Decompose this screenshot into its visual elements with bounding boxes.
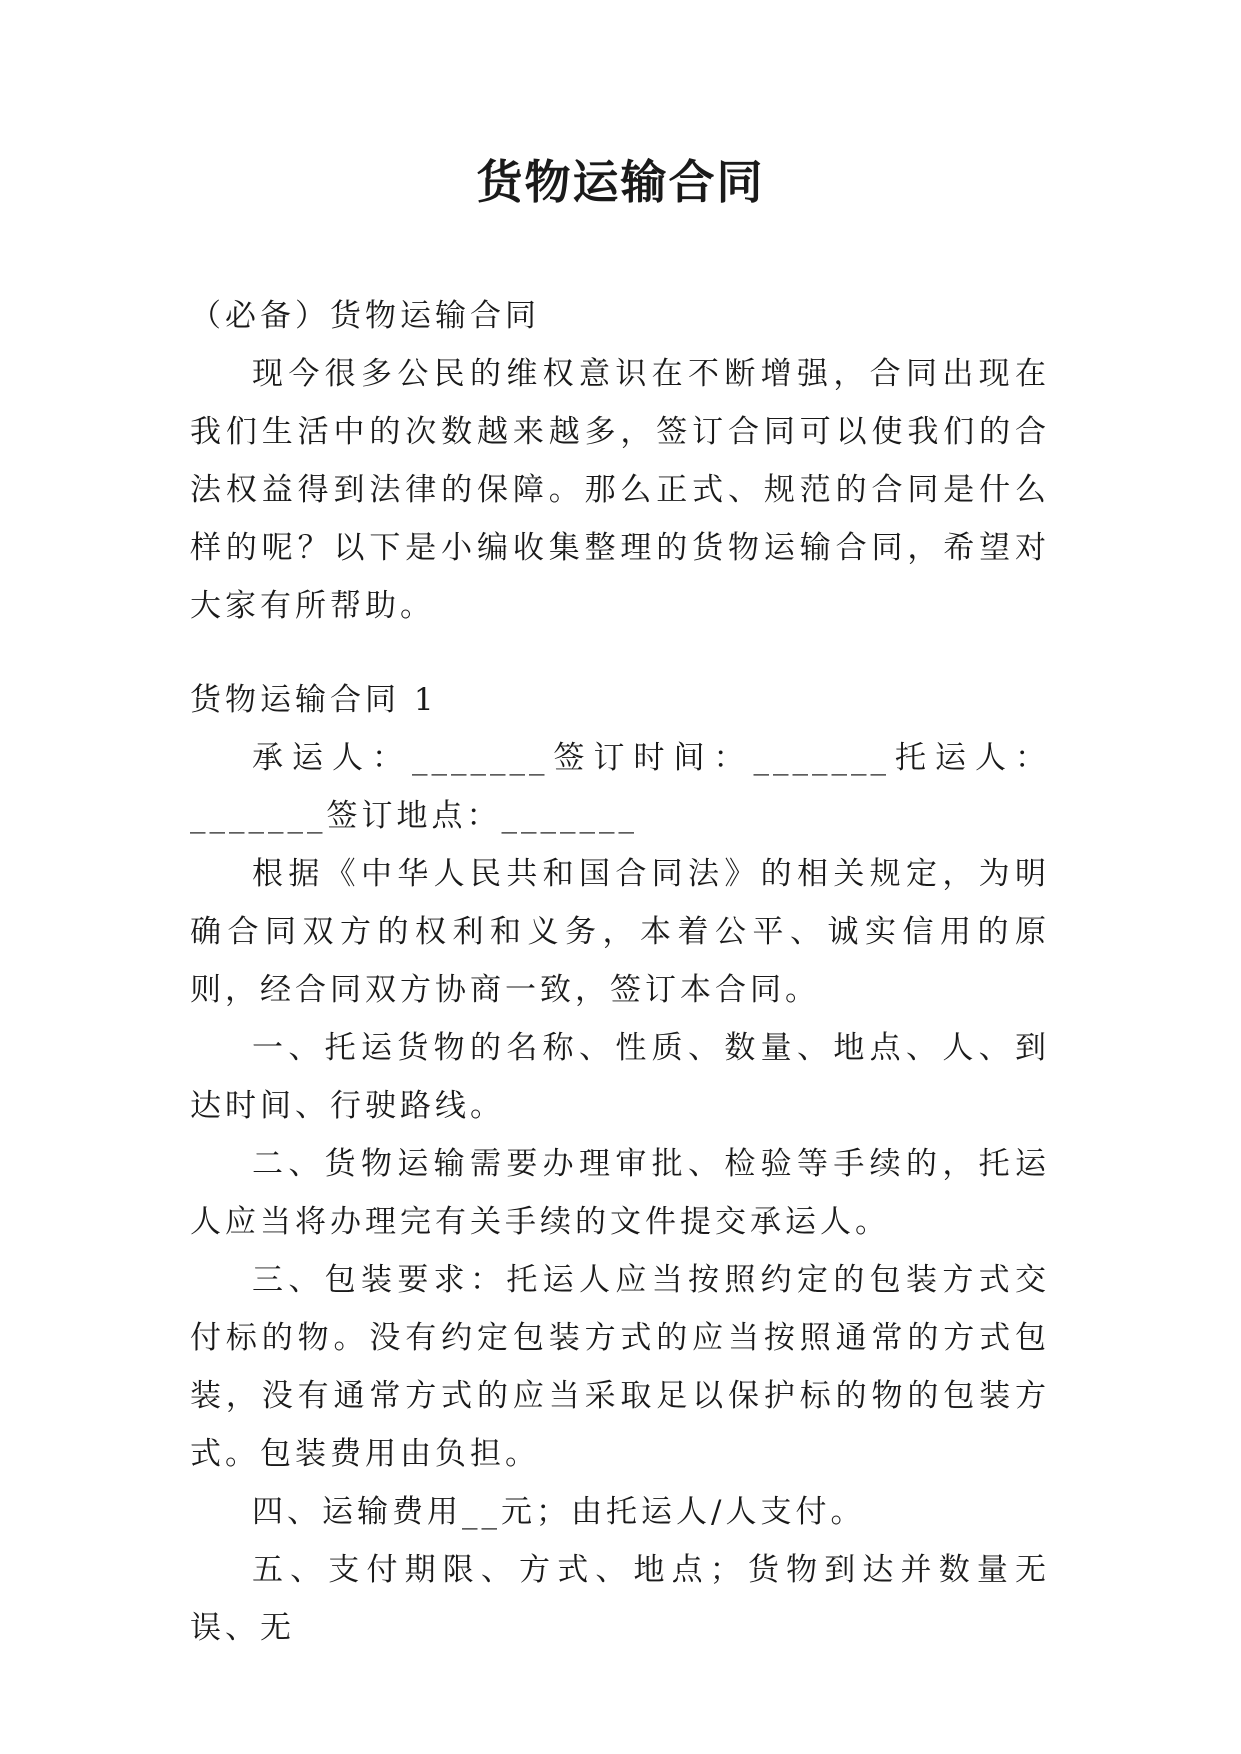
parties-paragraph: 承运人：_______签订时间：_______托运人：_______签订地点：_______: [190, 740, 1050, 834]
intro-paragraph: 现今很多公民的维权意识在不断增强，合同出现在我们生活中的次数越来越多，签订合同可以使我们的合法权益得到法律的保障。那么正式、规范的合同是什么样的呢？以下是小编收集整理的货物运输合同，希望对大家有所帮助。: [190, 356, 1050, 624]
clause-3: 三、包装要求：托运人应当按照约定的包装方式交付标的物。没有约定包装方式的应当按照通常的方式包装，没有通常方式的应当采取足以保护标的物的包装方式。包装费用由负担。: [190, 1262, 1050, 1472]
basis-paragraph: 根据《中华人民共和国合同法》的相关规定，为明确合同双方的权利和义务，本着公平、诚实信用的原则，经合同双方协商一致，签订本合同。: [190, 856, 1050, 1008]
spacer: [190, 635, 1050, 671]
clause-4: 四、运输费用__元；由托运人/人支付。: [252, 1494, 866, 1530]
clause-5: 五、支付期限、方式、地点；货物到达并数量无误、无: [190, 1552, 1050, 1646]
section-heading: 货物运输合同 1: [190, 682, 438, 718]
document-title: 货物运输合同: [476, 155, 765, 209]
document-body: [190, 287, 1050, 1657]
clause-2: 二、货物运输需要办理审批、检验等手续的，托运人应当将办理完有关手续的文件提交承运人。: [190, 1146, 1050, 1240]
clause-1: 一、托运货物的名称、性质、数量、地点、人、到达时间、行驶路线。: [190, 1030, 1050, 1124]
document-subtitle: （必备）货物运输合同: [190, 298, 540, 334]
